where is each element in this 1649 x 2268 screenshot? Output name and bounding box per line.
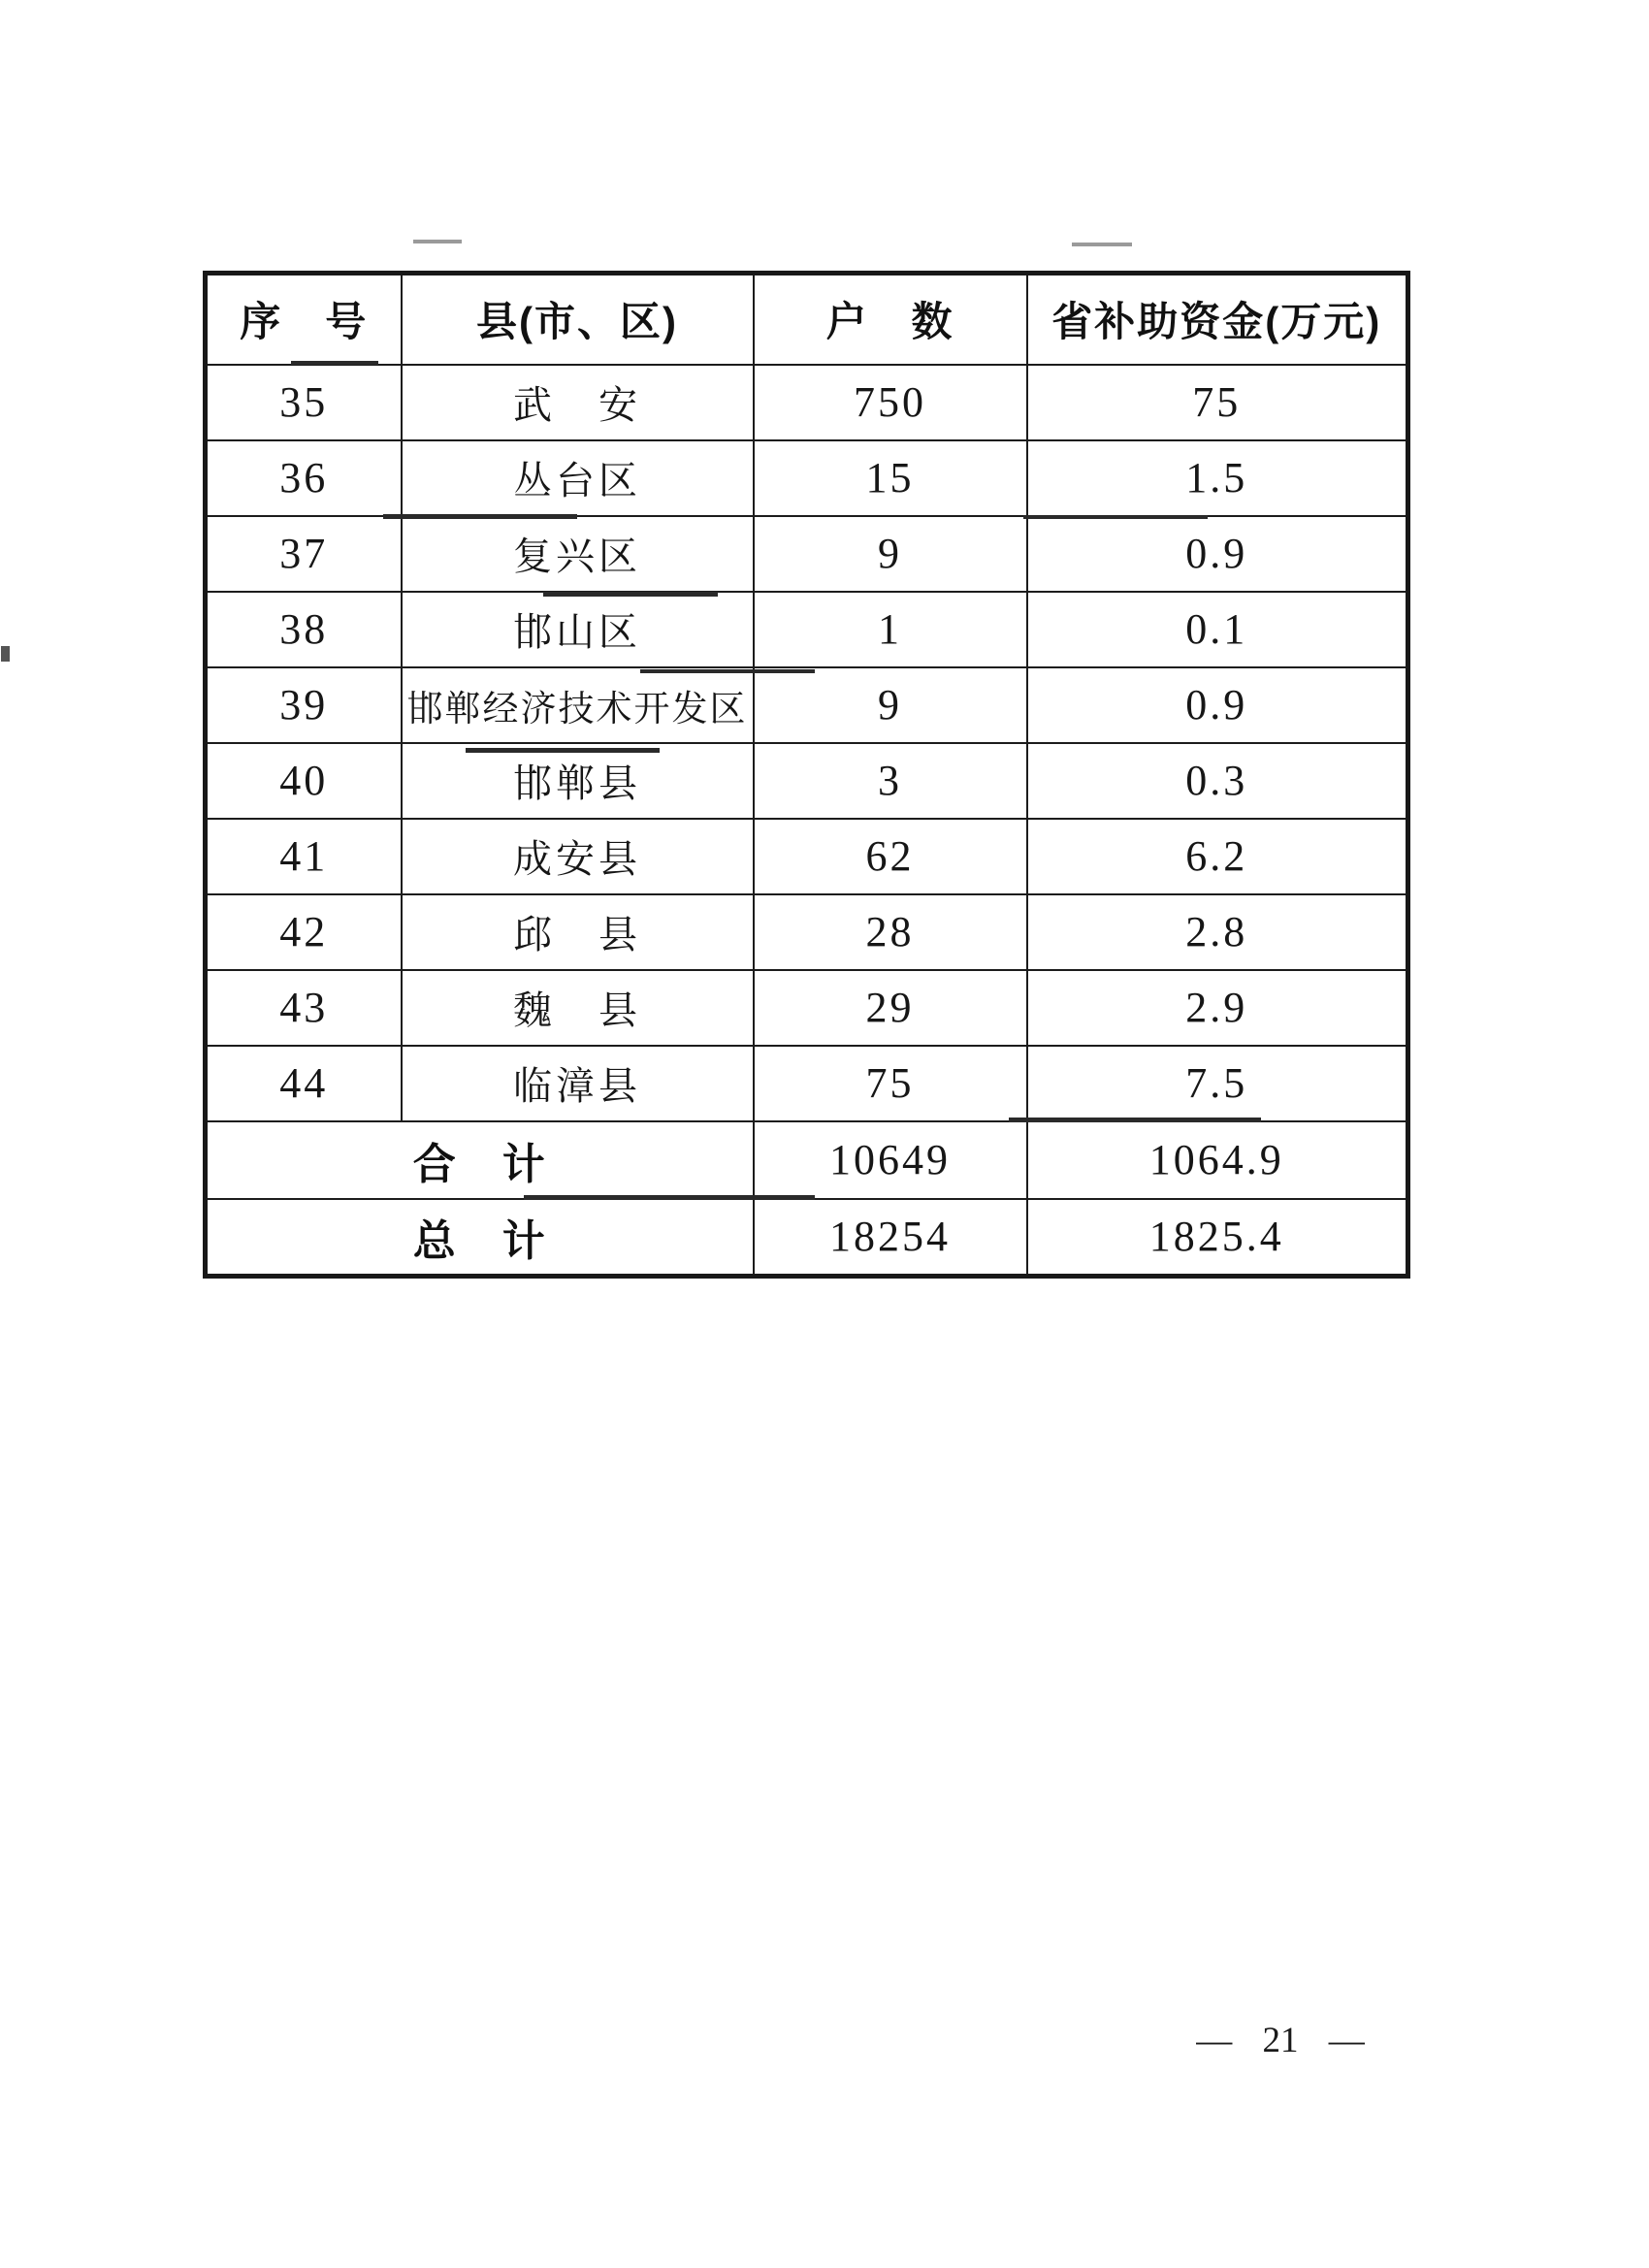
subtotal-label: 合 计 bbox=[206, 1121, 754, 1199]
cell-county: 邱 县 bbox=[402, 894, 754, 970]
cell-county: 临漳县 bbox=[402, 1046, 754, 1121]
cell-serial: 38 bbox=[206, 592, 402, 667]
cell-serial: 41 bbox=[206, 819, 402, 894]
cell-serial: 40 bbox=[206, 743, 402, 819]
cell-serial: 35 bbox=[206, 365, 402, 440]
table-row bbox=[206, 516, 1408, 592]
cell-households: 29 bbox=[754, 970, 1027, 1046]
cell-households: 28 bbox=[754, 894, 1027, 970]
table-row bbox=[206, 667, 1408, 743]
grand-total-label: 总 计 bbox=[206, 1199, 754, 1277]
cell-households: 9 bbox=[754, 667, 1027, 743]
subtotal-subsidy: 1064.9 bbox=[1027, 1121, 1408, 1199]
scan-noise bbox=[1072, 243, 1132, 246]
cell-county: 成安县 bbox=[402, 819, 754, 894]
grand-total-subsidy: 1825.4 bbox=[1027, 1199, 1408, 1277]
col-header-subsidy: 省补助资金(万元) bbox=[1027, 274, 1408, 365]
cell-subsidy: 0.3 bbox=[1027, 743, 1408, 819]
cell-serial: 37 bbox=[206, 516, 402, 592]
scan-noise bbox=[1, 646, 10, 662]
cell-county: 武 安 bbox=[402, 365, 754, 440]
table-row bbox=[206, 894, 1408, 970]
cell-county: 邯郸经济技术开发区 bbox=[402, 667, 754, 743]
cell-subsidy: 0.9 bbox=[1027, 667, 1408, 743]
cell-subsidy: 0.9 bbox=[1027, 516, 1408, 592]
cell-county: 丛台区 bbox=[402, 440, 754, 516]
table-row bbox=[206, 365, 1408, 440]
table-row bbox=[206, 440, 1408, 516]
cell-subsidy: 2.9 bbox=[1027, 970, 1408, 1046]
col-header-serial: 序 号 bbox=[206, 274, 402, 365]
cell-serial: 36 bbox=[206, 440, 402, 516]
grand-total-households: 18254 bbox=[754, 1199, 1027, 1277]
cell-households: 75 bbox=[754, 1046, 1027, 1121]
cell-households: 9 bbox=[754, 516, 1027, 592]
col-header-households: 户 数 bbox=[754, 274, 1027, 365]
cell-serial: 43 bbox=[206, 970, 402, 1046]
page-number: — 21 — bbox=[1196, 2021, 1365, 2060]
subtotal-row bbox=[206, 1121, 1408, 1199]
col-header-county: 县(市、区) bbox=[402, 274, 754, 365]
cell-households: 62 bbox=[754, 819, 1027, 894]
cell-subsidy: 75 bbox=[1027, 365, 1408, 440]
cell-county: 邯山区 bbox=[402, 592, 754, 667]
table-row bbox=[206, 819, 1408, 894]
cell-households: 750 bbox=[754, 365, 1027, 440]
table-row bbox=[206, 970, 1408, 1046]
table-row bbox=[206, 592, 1408, 667]
table-row bbox=[206, 1046, 1408, 1121]
cell-subsidy: 1.5 bbox=[1027, 440, 1408, 516]
table-header-row bbox=[206, 274, 1408, 365]
subtotal-households: 10649 bbox=[754, 1121, 1027, 1199]
cell-subsidy: 2.8 bbox=[1027, 894, 1408, 970]
scan-noise bbox=[413, 240, 462, 243]
cell-county: 魏 县 bbox=[402, 970, 754, 1046]
cell-subsidy: 6.2 bbox=[1027, 819, 1408, 894]
table-row bbox=[206, 743, 1408, 819]
cell-county: 复兴区 bbox=[402, 516, 754, 592]
cell-serial: 42 bbox=[206, 894, 402, 970]
cell-serial: 39 bbox=[206, 667, 402, 743]
cell-households: 1 bbox=[754, 592, 1027, 667]
cell-serial: 44 bbox=[206, 1046, 402, 1121]
subsidy-table bbox=[203, 271, 1410, 1279]
cell-subsidy: 0.1 bbox=[1027, 592, 1408, 667]
cell-households: 15 bbox=[754, 440, 1027, 516]
cell-county: 邯郸县 bbox=[402, 743, 754, 819]
cell-subsidy: 7.5 bbox=[1027, 1046, 1408, 1121]
grand-total-row bbox=[206, 1199, 1408, 1277]
cell-households: 3 bbox=[754, 743, 1027, 819]
